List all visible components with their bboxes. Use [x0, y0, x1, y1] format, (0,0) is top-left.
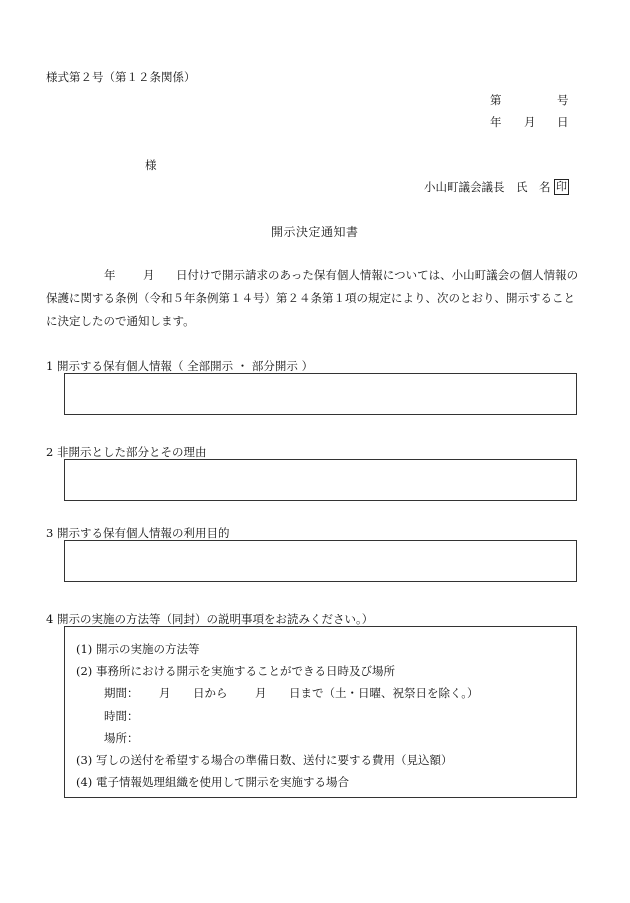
doc-number-go: 号 [557, 93, 569, 107]
body-line1: 日付けで開示請求のあった保有個人情報については、小山町議会の個人情報の [176, 268, 579, 282]
doc-number-dai: 第 [490, 93, 502, 107]
item-4: (4) 電子情報処理組織を使用して開示を実施する場合 [76, 775, 349, 789]
item-2: (2) 事務所における開示を実施することができる日時及び場所 [76, 664, 395, 678]
addressee-sama: 様 [145, 158, 157, 172]
document-title: 開示決定通知書 [271, 225, 359, 239]
section-1-box[interactable] [64, 373, 577, 415]
section-2-box[interactable] [64, 459, 577, 501]
section-3-label: 3 開示する保有個人情報の利用目的 [46, 526, 230, 540]
item-1: (1) 開示の実施の方法等 [76, 642, 200, 656]
period-from-month: 月 [159, 686, 171, 700]
period-to-day: 日まで（土・日曜、祝祭日を除く。） [289, 686, 479, 700]
section-3-box[interactable] [64, 540, 577, 582]
date-day: 日 [557, 115, 569, 129]
body-year: 年 [104, 268, 116, 282]
section-1-label: 1 開示する保有個人情報（ 全部開示 ・ 部分開示 ） [46, 359, 314, 373]
date-year: 年 [490, 115, 502, 129]
section-4-box [64, 626, 577, 798]
section-2-label: 2 非開示とした部分とその理由 [46, 445, 207, 459]
form-label: 様式第２号（第１２条関係） [46, 70, 196, 84]
place-label: 場所： [104, 731, 139, 745]
period-to-month: 月 [255, 686, 267, 700]
sender-title: 小山町議会議長 氏 名 [424, 180, 551, 194]
period-from-day: 日から [193, 686, 228, 700]
section-4-label: 4 開示の実施の方法等（同封）の説明事項をお読みください。） [46, 612, 374, 626]
time-label: 時間： [104, 709, 139, 723]
period-label: 期間： [104, 686, 139, 700]
body-month: 月 [143, 268, 155, 282]
seal-stamp: 印 [556, 180, 567, 193]
body-line2: 保護に関する条例（令和５年条例第１４号）第２４条第１項の規定により、次のとおり、開示すること [46, 291, 575, 305]
item-3: (3) 写しの送付を希望する場合の準備日数、送付に要する費用（見込額） [76, 753, 453, 767]
date-month: 月 [524, 115, 536, 129]
body-line3: に決定したので通知します。 [46, 314, 195, 328]
